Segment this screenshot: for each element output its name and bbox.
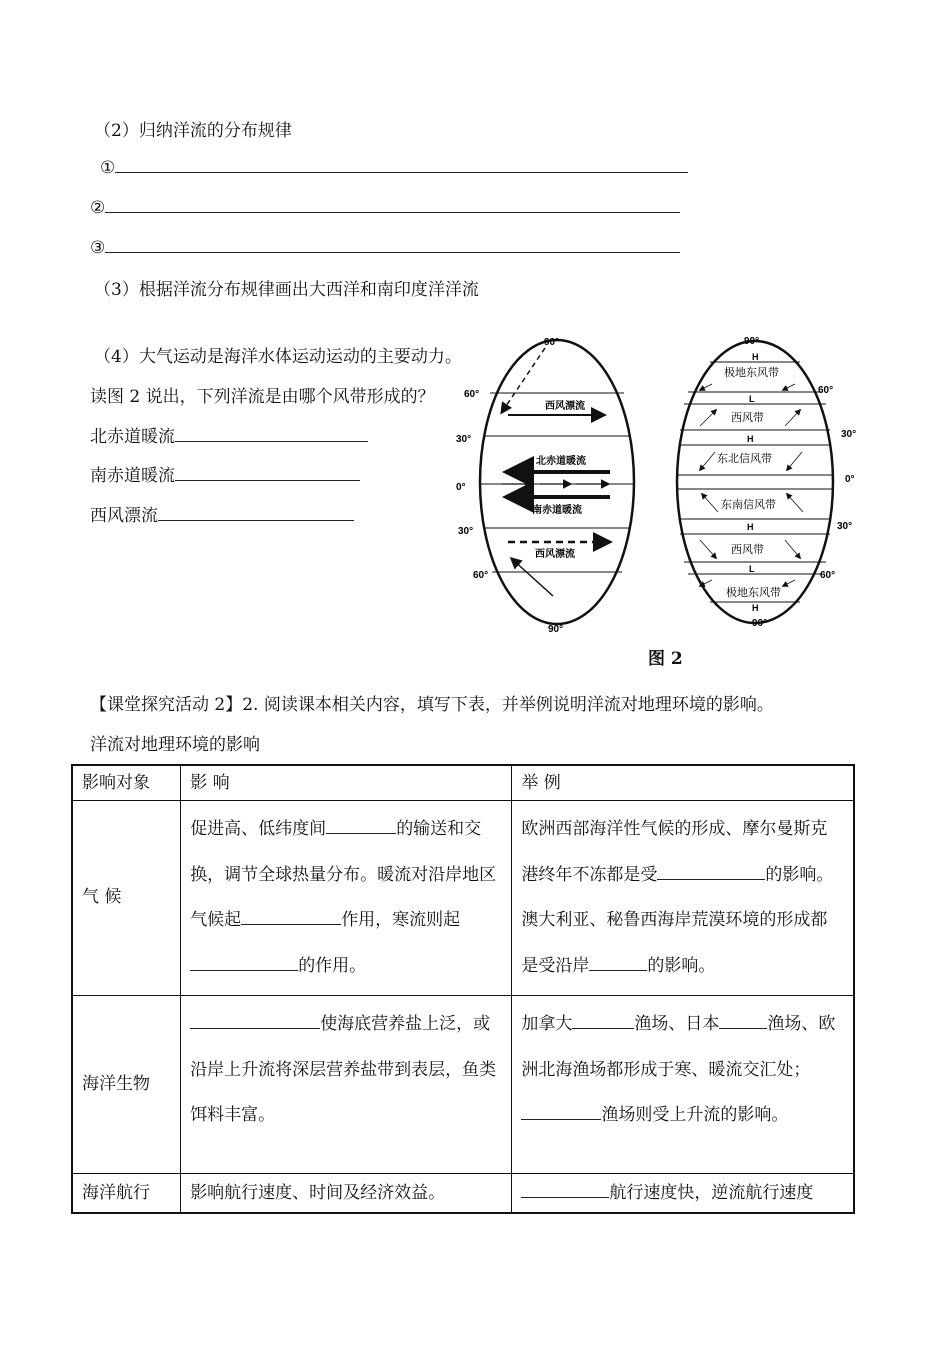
q4-prompt: 读图 2 说出，下列洋流是由哪个风带形成的？: [90, 387, 435, 407]
figure-2: [450, 330, 870, 640]
text: 的影响。: [647, 955, 716, 976]
row-subject: 气 候: [72, 801, 181, 996]
q2-label: （2）归纳洋流的分布规律: [94, 121, 292, 141]
current-name: 南赤道暖流: [90, 466, 175, 486]
table-row-navigation: [72, 1174, 854, 1214]
q4-row-2: [90, 461, 360, 486]
blank-line[interactable]: [175, 425, 368, 442]
blank-line[interactable]: [326, 819, 396, 834]
current-label: 北赤道暖流: [536, 456, 586, 467]
blank-line[interactable]: [241, 910, 341, 925]
text: 渔场、欧洲北海渔场都形成于寒、暖流交汇处；: [521, 1014, 836, 1080]
lat-label: 0°: [456, 482, 466, 493]
text: 欧洲西部海洋性气候的形成、摩尔曼斯克港终年不冻都是受: [521, 819, 828, 885]
current-label: 西风漂流: [545, 401, 585, 412]
text: 的作用。: [298, 955, 367, 976]
row-subject: 海洋生物: [72, 996, 181, 1174]
item-marker: ②: [90, 198, 106, 218]
header-cell: 举 例: [512, 765, 854, 801]
blank-line[interactable]: [158, 504, 354, 521]
pressure-label: H: [752, 352, 759, 362]
blank-line[interactable]: [521, 1183, 609, 1198]
pressure-label: L: [749, 394, 755, 404]
lat-label: 0°: [845, 474, 855, 485]
answer-line-2[interactable]: [90, 196, 680, 218]
blank-line[interactable]: [115, 156, 688, 173]
wind-belt-label: 极地东风带: [726, 587, 781, 599]
lat-label: 60°: [820, 570, 836, 581]
blank-line[interactable]: [105, 196, 680, 213]
table-row-climate: [72, 801, 854, 996]
activity-title: 【课堂探究活动 2】2. 阅读课本相关内容，填写下表，并举例说明洋流对地理环境的影响。: [90, 695, 774, 715]
lat-label: 30°: [458, 526, 474, 537]
q4-label: （4）大气运动是海洋水体运动运动的主要动力。: [94, 347, 462, 367]
text: 使海底营养盐上泛，或沿岸上升流将深层营养盐带到表层，鱼类饵料丰富。: [190, 1014, 497, 1125]
text: 加拿大: [521, 1014, 573, 1034]
q3-label: （3）根据洋流分布规律画出大西洋和南印度洋洋流: [94, 280, 479, 300]
text: 的输送和交换，调节全球热量分布。暖流对沿岸地区气候起: [190, 819, 497, 930]
table-title: 洋流对地理环境的影响: [90, 735, 260, 755]
wind-belt-label: 西风带: [731, 412, 764, 424]
item-marker: ③: [90, 238, 106, 258]
wind-belt-label: 极地东风带: [724, 367, 779, 379]
blank-line[interactable]: [572, 1014, 634, 1029]
wind-belt-label: 东南信风带: [721, 499, 776, 511]
text: 的影响。澳大利亚、秘鲁西海岸荒漠环境的形成都是受沿岸: [521, 864, 834, 976]
text: 促进高、低纬度间: [190, 819, 327, 839]
item-marker: ①: [100, 158, 116, 178]
pressure-label: H: [747, 522, 754, 532]
lat-label: 90°: [744, 336, 760, 347]
lat-label: 30°: [841, 429, 857, 440]
blank-line[interactable]: [589, 956, 647, 971]
text: 渔场则受上升流的影响。: [601, 1105, 789, 1125]
table-row-biology: [72, 996, 854, 1174]
lat-label: 60°: [818, 385, 834, 396]
header-cell: 影 响: [181, 765, 512, 801]
pressure-label: H: [752, 603, 759, 613]
lat-label: 90°: [544, 337, 560, 348]
lat-label: 30°: [456, 434, 472, 445]
current-name: 西风漂流: [90, 506, 158, 526]
current-name: 北赤道暖流: [90, 427, 175, 447]
effect-cell: [181, 801, 512, 996]
example-cell: [512, 1174, 854, 1214]
figure-caption: 图 2: [648, 649, 683, 669]
lat-label: 90°: [752, 618, 768, 629]
lat-label: 60°: [473, 570, 489, 581]
current-label: 西风漂流: [535, 549, 575, 560]
blank-line[interactable]: [521, 1105, 601, 1120]
text: 作用，寒流则起: [341, 910, 461, 930]
q4-row-3: [90, 501, 354, 526]
effect-cell: 影响航行速度、时间及经济效益。: [181, 1174, 512, 1214]
currents-globe: [456, 337, 634, 635]
text: 航行速度快，逆流航行速度: [609, 1183, 814, 1203]
lat-label: 90°: [548, 624, 564, 635]
text: 渔场、日本: [634, 1014, 720, 1034]
influence-table: [71, 764, 855, 1214]
row-subject: 海洋航行: [72, 1174, 181, 1214]
answer-line-1[interactable]: [100, 156, 688, 178]
blank-line[interactable]: [657, 865, 765, 880]
blank-line[interactable]: [190, 956, 298, 971]
blank-line[interactable]: [719, 1014, 767, 1029]
lat-label: 60°: [464, 389, 480, 400]
pressure-label: H: [747, 434, 754, 444]
wind-belts-globe: [677, 336, 856, 629]
lat-label: 30°: [837, 521, 853, 532]
current-label: 南赤道暖流: [532, 505, 582, 516]
blank-line[interactable]: [190, 1014, 320, 1029]
pressure-label: L: [749, 564, 755, 574]
wind-belt-label: 东北信风带: [717, 453, 772, 465]
effect-cell: [181, 996, 512, 1174]
answer-line-3[interactable]: [90, 236, 680, 258]
example-cell: [512, 996, 854, 1174]
header-cell: 影响对象: [72, 765, 181, 801]
blank-line[interactable]: [175, 464, 360, 481]
wind-belt-label: 西风带: [731, 544, 764, 556]
table-header-row: [72, 765, 854, 801]
blank-line[interactable]: [105, 236, 680, 253]
q4-row-1: [90, 422, 368, 447]
example-cell: [512, 801, 854, 996]
